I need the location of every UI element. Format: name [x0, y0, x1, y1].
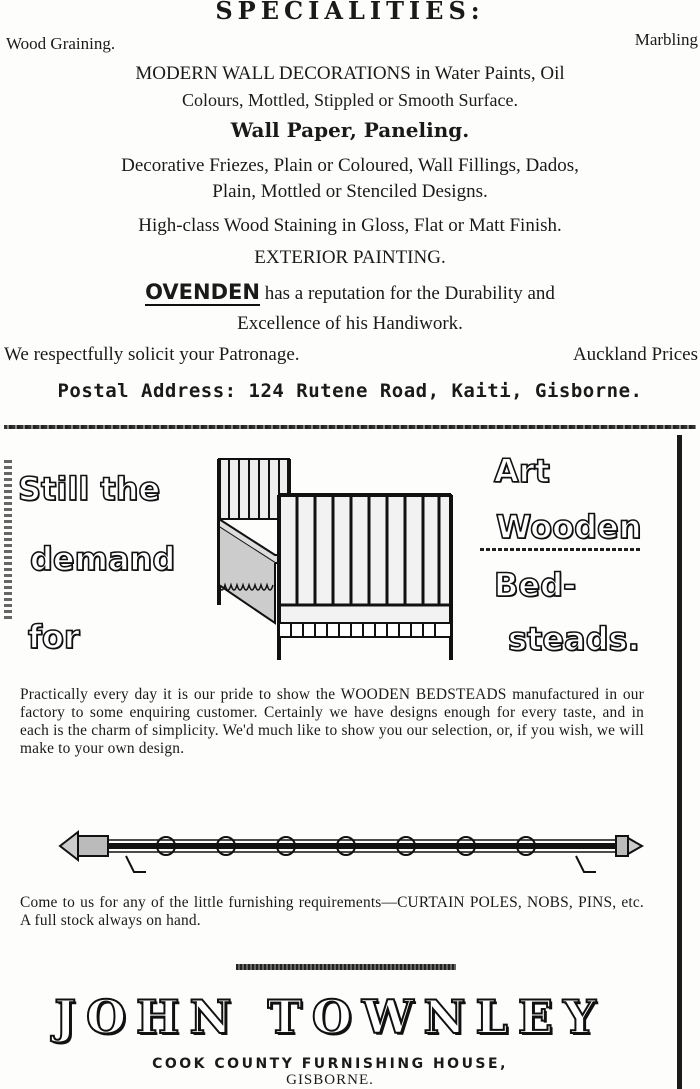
- specialities-advert: [0, 0, 700, 415]
- exterior-painting-line: EXTERIOR PAINTING.: [254, 247, 446, 268]
- john-townley-name: JOHN TOWNLEY: [54, 990, 606, 1044]
- excellence-line: Excellence of his Handiwork.: [237, 313, 463, 334]
- gisborne-town: GISBORNE.: [286, 1072, 374, 1088]
- curtain-poles-paragraph: Come to us for any of the little furnishing requirements—CURTAIN POLES, NOBS, PINS, etc. A full stock always on hand.: [20, 894, 644, 929]
- friezes-line: Decorative Friezes, Plain or Coloured, Wall Fillings, Dados,: [121, 155, 579, 176]
- left-border-dashes: [4, 460, 12, 620]
- art-text: Art: [494, 452, 550, 490]
- designs-line: Plain, Mottled or Stenciled Designs.: [212, 181, 488, 202]
- prices-line: Auckland Prices: [572, 344, 698, 365]
- ovenden-line: [0, 280, 700, 306]
- wall-paper-heading: Wall Paper, Paneling.: [230, 118, 470, 142]
- wall-decorations-line: MODERN WALL DECORATIONS in Water Paints, Oil: [135, 63, 565, 84]
- postal-address: Postal Address: 124 Rutene Road, Kaiti, Gisborne.: [57, 380, 643, 402]
- specialities-title: SPECIALITIES:: [215, 0, 485, 25]
- wood-staining-line: High-class Wood Staining in Gloss, Flat or Matt Finish.: [138, 215, 562, 236]
- right-border-rule: [677, 435, 682, 1089]
- patronage-line: We respectfully solicit your Patronage.: [4, 344, 300, 365]
- for-text: for: [28, 618, 80, 656]
- steads-text: steads.: [508, 620, 640, 658]
- wood-graining-note: Wood Graining.: [6, 34, 116, 53]
- curtain-pole-illustration: [56, 816, 646, 876]
- ovenden-name: OVENDEN: [145, 280, 260, 304]
- bed-text: Bed-: [494, 566, 577, 604]
- colours-line: Colours, Mottled, Stippled or Smooth Surface.: [182, 90, 518, 110]
- section-divider: [4, 425, 696, 429]
- wooden-text: Wooden: [496, 508, 642, 546]
- footer-divider: [236, 964, 456, 970]
- wooden-bedsteads-paragraph: Practically every day it is our pride to show the WOODEN BEDSTEADS manufactured in our factory to some enquiring customer. Certainly we have designs enough for every taste, and in each is the charm of simplicity. We'd much like to show you our selection, or, if you wish, we will make to your own design.: [20, 686, 644, 757]
- wooden-underline: [480, 548, 640, 551]
- bedstead-illustration: [205, 455, 465, 670]
- still-the-text: Still the: [18, 470, 161, 508]
- marbling-note: Marbling: [634, 30, 698, 49]
- demand-text: demand: [30, 540, 176, 578]
- furnishing-house-name: COOK COUNTY FURNISHING HOUSE,: [152, 1056, 508, 1072]
- reputation-text: has a reputation for the Durability and: [259, 283, 555, 304]
